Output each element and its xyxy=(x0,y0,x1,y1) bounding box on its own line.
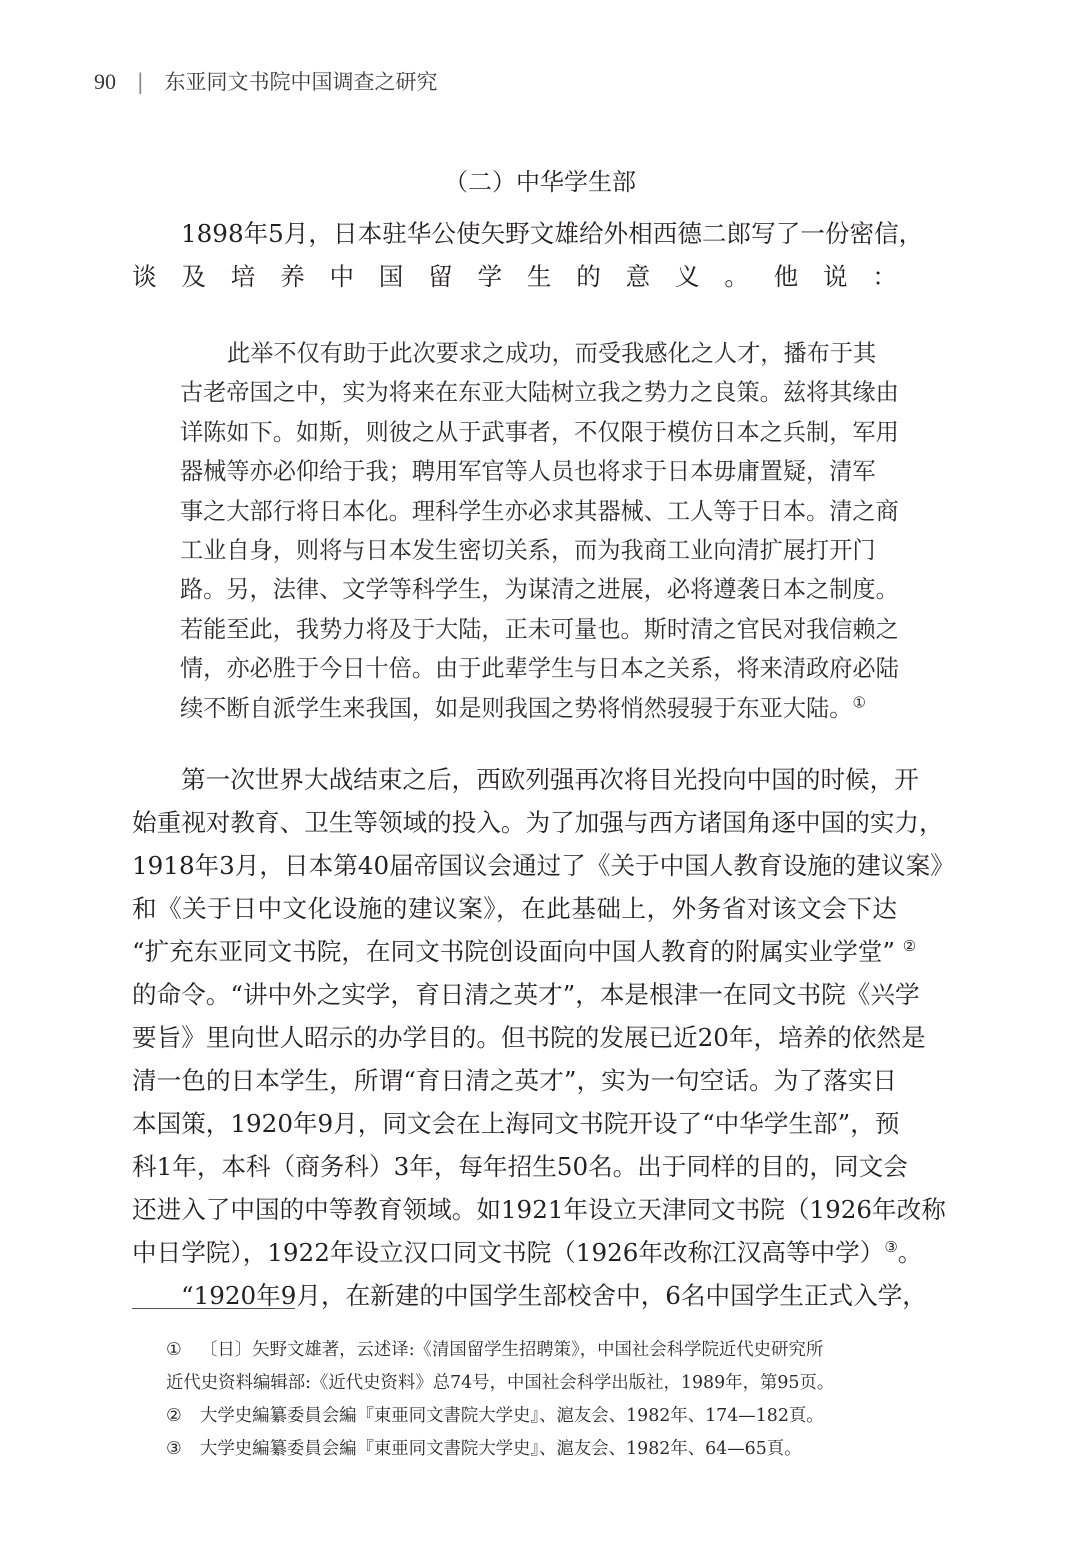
quote-line: 器械等亦必仰给于我；聘用军官等人员也将求于日本毋庸置疑，清军 xyxy=(180,458,876,486)
quote-line: 工业自身，则将与日本发生密切关系，而为我商工业向清扩展打开门 xyxy=(180,537,876,565)
main-paragraph xyxy=(132,758,955,1317)
footnotes xyxy=(166,1334,906,1466)
quote-line: 路。另，法律、文学等科学生，为谋清之进展，必将遵袭日本之制度。 xyxy=(180,576,899,604)
footnote-text: 〔日〕矢野文雄著，云述译:《清国留学生招聘策》，中国社会科学院近代史研究所 xyxy=(200,1340,824,1360)
text-line: 第一次世界大战结束之后，西欧列强再次将目光投向中国的时候，开 xyxy=(181,765,919,794)
footnote-mark: ③ xyxy=(166,1439,182,1459)
page-number: 90 xyxy=(94,69,116,94)
quote-line xyxy=(180,689,897,728)
text-line: 科1年，本科（商务科）3年，每年招生50名。出于同样的目的，同文会 xyxy=(132,1152,908,1181)
block-quote xyxy=(180,334,897,728)
footnote-divider xyxy=(132,1308,295,1309)
text-line: 要旨》里向世人昭示的办学目的。但书院的发展已近20年，培养的依然是 xyxy=(132,1023,926,1052)
text-line: 1918年3月，日本第40届帝国议会通过了《关于中国人教育设施的建议案》 xyxy=(132,851,955,880)
quote-line: 情，亦必胜于今日十倍。由于此辈学生与日本之关系，将来清政府必陆 xyxy=(180,655,899,683)
quote-line: 此举不仅有助于此次要求之成功，而受我感化之人才，播布于其 xyxy=(227,340,877,367)
quote-line: 详陈如下。如斯，则彼之从于武事者，不仅限于模仿日本之兵制，军用 xyxy=(180,418,899,446)
quote-line: 若能至此，我势力将及于大陆，正未可量也。斯时清之官民对我信赖之 xyxy=(180,615,899,643)
quote-line: 古老帝国之中，实为将来在东亚大陆树立我之势力之良策。兹将其缘由 xyxy=(180,379,899,407)
text-line: 始重视对教育、卫生等领域的投入。为了加强与西方诸国角逐中国的实力， xyxy=(132,808,944,837)
footnote-text: 大学史編纂委員会編『東亜同文書院大学史』、滬友会、1982年、174—182頁。 xyxy=(200,1406,824,1426)
running-header xyxy=(94,66,437,96)
quote-line: 事之大部行将日本化。理科学生亦必求其器械、工人等于日本。清之商 xyxy=(180,497,899,525)
intro-paragraph xyxy=(132,212,924,298)
footnote-ref-1[interactable]: ① xyxy=(852,692,866,711)
footnote-3 xyxy=(166,1433,906,1466)
footnote-ref-3[interactable]: ③ xyxy=(884,1237,898,1256)
text-line: 谈及培养中国留学生的意义。他说： xyxy=(132,262,897,291)
text-line xyxy=(132,930,917,973)
text-line: 还进入了中国的中等教育领域。如1921年设立天津同文书院（1926年改称 xyxy=(132,1195,946,1224)
text-line-content: 中日学院），1922年设立汉口同文书院（1926年改称江汉高等中学） xyxy=(132,1238,885,1267)
text-line: 本国策，1920年9月，同文会在上海同文书院开设了“中华学生部”，预 xyxy=(132,1109,900,1138)
quote-line-text: 续不断自派学生来我国，如是则我国之势将悄然骎骎于东亚大陆。 xyxy=(180,694,853,722)
footnote-ref-2[interactable]: ② xyxy=(902,936,917,955)
text-line: “1920年9月，在新建的中国学生部校舍中，6名中国学生正式入学， xyxy=(181,1281,927,1310)
footnote-text: 近代史资料编辑部:《近代史资料》总74号，中国社会科学出版社，1989年，第95页。 xyxy=(166,1373,835,1393)
end-punct: 。 xyxy=(897,1238,923,1267)
text-line: 1898年5月，日本驻华公使矢野文雄给外相西德二郎写了一份密信， xyxy=(181,219,924,248)
section-title: （二）中华学生部 xyxy=(444,168,636,196)
footnote-text: 大学史編纂委員会編『東亜同文書院大学史』、滬友会、1982年、64—65頁。 xyxy=(200,1439,802,1459)
book-title: 东亚同文书院中国调查之研究 xyxy=(164,70,438,94)
footnote-mark: ② xyxy=(166,1406,182,1426)
text-line: 和《关于日中文化设施的建议案》，在此基础上，外务省对该文会下达 xyxy=(132,894,897,923)
text-line: 的命令。“讲中外之实学，育日清之英才”，本是根津一在同文书院《兴学 xyxy=(132,980,920,1009)
footnote-mark: ① xyxy=(166,1340,182,1360)
header-separator: | xyxy=(136,70,144,94)
text-line: 清一色的日本学生，所谓“育日清之英才”，实为一句空话。为了落实日 xyxy=(132,1066,897,1095)
footnote-2 xyxy=(166,1400,906,1433)
text-line xyxy=(132,1231,923,1274)
text-line-content: “扩充东亚同文书院，在同文书院创设面向中国人教育的附属实业学堂” xyxy=(132,937,895,966)
footnote-1 xyxy=(166,1334,906,1400)
